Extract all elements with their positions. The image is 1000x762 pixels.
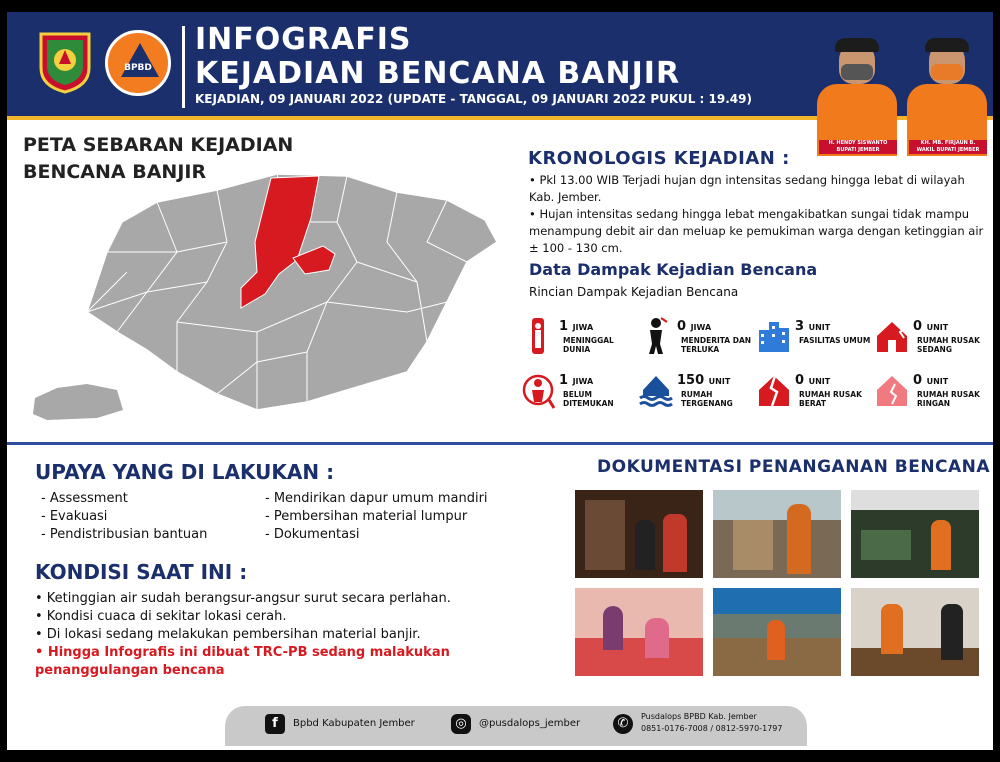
kronologis-list: [529, 172, 989, 257]
impact-label: MENDERITA DAN TERLUKA: [681, 336, 752, 354]
impact-value: 0: [913, 373, 923, 388]
dampak-title: Data Dampak Kejadian Bencana: [529, 260, 818, 279]
upaya-item: - Assessment: [41, 491, 128, 506]
bpbd-logo-icon: [105, 30, 171, 96]
impact-value: 0: [795, 373, 805, 388]
impact-label: BELUM DITEMUKAN: [563, 390, 614, 408]
injured-icon: [639, 316, 673, 356]
title-line-2: KEJADIAN BENCANA BANJIR: [195, 56, 681, 91]
doc-photo-2: [713, 490, 841, 578]
impact-unit: UNIT: [708, 377, 731, 386]
official-photo-2: [905, 36, 989, 162]
public-facility-icon: [757, 316, 791, 356]
impact-label: RUMAH RUSAK SEDANG: [917, 336, 980, 354]
header-subtitle: KEJADIAN, 09 JANUARI 2022 (UPDATE - TANGGAL, 09 JANUARI 2022 PUKUL : 19.49): [195, 92, 752, 106]
whatsapp-phone[interactable]: 0851-0176-7008 / 0812-5970-1797: [641, 724, 783, 733]
house-moderate-damage-icon: [875, 316, 909, 356]
impact-unit: UNIT: [926, 377, 949, 386]
kondisi-list: [35, 590, 555, 680]
impact-value: 150: [677, 373, 705, 388]
impact-meninggal: [521, 314, 639, 364]
impact-unit: JIWA: [572, 377, 594, 386]
dokumentasi-title: DOKUMENTASI PENANGANAN BENCANA: [597, 457, 991, 477]
section-divider: [7, 442, 993, 445]
missing-person-icon: [521, 370, 555, 410]
bpbd-logo-text: BPBD: [124, 63, 152, 73]
kronologis-item: • Pkl 13.00 WIB Terjadi hujan dgn intensitas sedang hingga lebat di wilayah Kab. Jember.: [529, 173, 965, 204]
upaya-item: - Evakuasi: [41, 509, 108, 524]
house-heavy-damage-icon: [757, 370, 791, 410]
doc-photo-4: [575, 588, 703, 676]
impact-grid: [521, 314, 993, 424]
impact-terluka: [639, 314, 757, 364]
doc-photo-6: [851, 588, 979, 676]
kondisi-title: KONDISI SAAT INI :: [35, 560, 248, 584]
officials-photo: [815, 36, 993, 162]
impact-value: 0: [677, 319, 687, 334]
impact-unit: UNIT: [926, 323, 949, 332]
facebook-icon: f: [265, 714, 285, 734]
infographic-page: [7, 12, 993, 750]
impact-value: 1: [559, 319, 569, 334]
upaya-title: UPAYA YANG DI LAKUKAN :: [35, 460, 335, 484]
impact-value: 1: [559, 373, 569, 388]
impact-value: 3: [795, 319, 805, 334]
flood-distribution-map: [27, 162, 497, 422]
kronologis-title: KRONOLOGIS KEJADIAN :: [528, 148, 790, 169]
doc-photo-3: [851, 490, 979, 578]
flooded-house-icon: [639, 370, 673, 410]
impact-value: 0: [913, 319, 923, 334]
kondisi-item: • Di lokasi sedang melakukan pembersihan material banjir.: [35, 627, 421, 642]
upaya-item: - Mendirikan dapur umum mandiri: [265, 491, 488, 506]
kondisi-item: • Ketinggian air sudah berangsur-angsur surut secara perlahan.: [35, 591, 451, 606]
official-2-name: KH. MB. FIRJAUN B. WAKIL BUPATI JEMBER: [909, 140, 987, 154]
impact-unit: JIWA: [572, 323, 594, 332]
official-photo-1: [815, 36, 899, 162]
impact-label: RUMAH RUSAK RINGAN: [917, 390, 980, 408]
whatsapp-name: Pusdalops BPBD Kab. Jember: [641, 712, 757, 721]
instagram-link[interactable]: @pusdalops_jember: [479, 718, 581, 729]
impact-label: FASILITAS UMUM: [799, 336, 871, 345]
header-divider: [182, 26, 185, 108]
house-light-damage-icon: [875, 370, 909, 410]
impact-rusak-sedang: [875, 314, 993, 364]
upaya-item: - Pendistribusian bantuan: [41, 527, 208, 542]
instagram-icon: ◎: [451, 714, 471, 734]
dampak-subtitle: Rincian Dampak Kejadian Bencana: [529, 285, 739, 299]
impact-unit: JIWA: [690, 323, 712, 332]
kondisi-highlight: • Hingga Infografis ini dibuat TRC-PB sedang malakukan penanggulangan bencana: [35, 645, 450, 678]
impact-unit: UNIT: [808, 323, 831, 332]
map-title: PETA SEBARAN KEJADIAN BENCANA BANJIR: [23, 134, 294, 183]
upaya-list-2: [265, 490, 488, 544]
impact-unit: UNIT: [808, 377, 831, 386]
impact-fasilitas: [757, 314, 875, 364]
official-1-name: H. HENDY SISWANTO BUPATI JEMBER: [819, 140, 897, 154]
impact-rusak-ringan: [875, 368, 993, 418]
impact-label: RUMAH RUSAK BERAT: [799, 390, 862, 408]
impact-tergenang: [639, 368, 757, 418]
facebook-link[interactable]: Bpbd Kabupaten Jember: [293, 718, 415, 729]
kronologis-item: • Hujan intensitas sedang hingga lebat mengakibatkan sungai tidak mampu menampung debit air dan meluap ke pemukiman warga dengan ketinggian air ± 100 - 130 cm.: [529, 207, 984, 255]
doc-photo-5: [713, 588, 841, 676]
impact-belum-ditemukan: [521, 368, 639, 418]
upaya-item: - Pembersihan material lumpur: [265, 509, 468, 524]
whatsapp-icon: ✆: [613, 714, 633, 734]
jember-logo-icon: [37, 30, 93, 94]
impact-label: MENINGGAL DUNIA: [563, 336, 614, 354]
title-line-1: INFOGRAFIS: [195, 22, 412, 57]
impact-label: RUMAH TERGENANG: [681, 390, 733, 408]
kondisi-item: • Kondisi cuaca di sekitar lokasi cerah.: [35, 609, 287, 624]
impact-rusak-berat: [757, 368, 875, 418]
doc-photo-1: [575, 490, 703, 578]
upaya-item: - Dokumentasi: [265, 527, 360, 542]
upaya-list-1: [41, 490, 207, 544]
footer-contacts: [225, 706, 807, 746]
deceased-icon: [521, 316, 555, 356]
map-island: [33, 384, 123, 420]
